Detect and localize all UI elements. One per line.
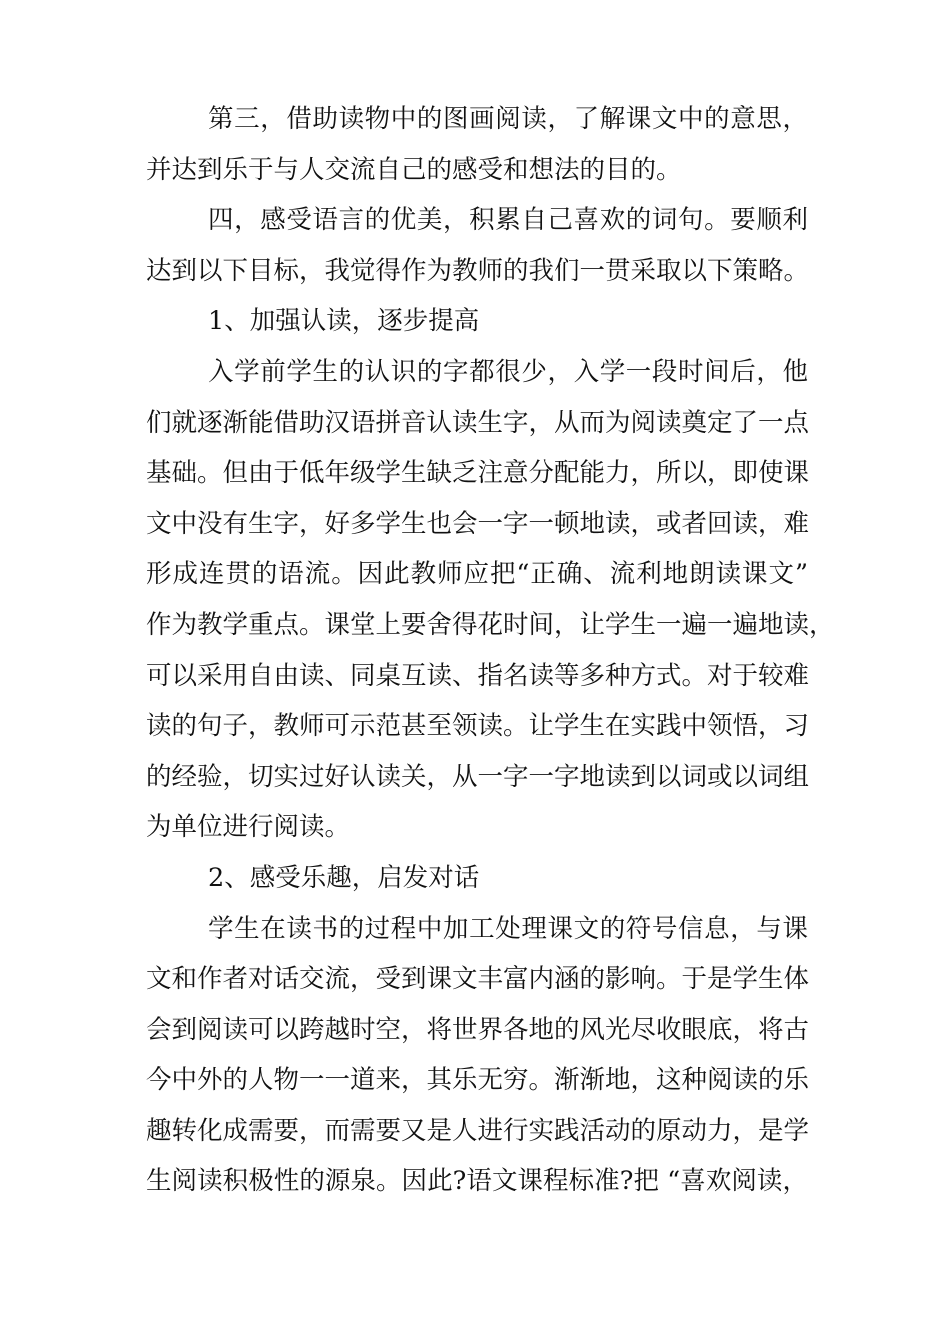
text-line: 形成连贯的语流。因此教师应把“正确、流利地朗读课文” — [146, 559, 808, 590]
text-line: 今中外的人物一一道来，其乐无穷。渐渐地，这种阅读的乐 — [146, 1065, 810, 1096]
text-line: 学生在读书的过程中加工处理课文的符号信息，与课 — [208, 913, 808, 944]
text-line: 读的句子，教师可示范甚至领读。让学生在实践中领悟，习 — [146, 711, 810, 742]
text-line: 作为教学重点。课堂上要舍得花时间，让学生一遍一遍地读， — [146, 609, 835, 640]
text-line: 第三，借助读物中的图画阅读，了解课文中的意思， — [208, 104, 808, 134]
body-text — [146, 94, 835, 1207]
text-line: 们就逐渐能借助汉语拼音认读生字，从而为阅读奠定了一点 — [146, 407, 810, 438]
section-heading: 2、感受乐趣，启发对话 — [208, 862, 480, 893]
text-line: 为单位进行阅读。 — [146, 812, 351, 843]
text-line: 达到以下目标，我觉得作为教师的我们一贯采取以下策略。 — [146, 255, 810, 286]
text-line: 会到阅读可以跨越时空，将世界各地的风光尽收眼底，将古 — [146, 1014, 810, 1045]
text-line: 入学前学生的认识的字都很少，入学一段时间后，他 — [208, 356, 808, 387]
text-line: 可以采用自由读、同桌互读、指名读等多种方式。对于较难 — [146, 660, 810, 691]
text-line: 文和作者对话交流，受到课文丰富内涵的影响。于是学生体 — [146, 964, 810, 995]
text-line: 并达到乐于与人交流自己的感受和想法的目的。 — [146, 154, 682, 185]
text-line: 文中没有生字，好多学生也会一字一顿地读，或者回读，难 — [146, 508, 810, 539]
text-line: 趣转化成需要，而需要又是人进行实践活动的原动力，是学 — [146, 1115, 810, 1146]
text-line: 四，感受语言的优美，积累自己喜欢的词句。要顺利 — [208, 205, 808, 236]
section-heading: 1、加强认读，逐步提高 — [208, 306, 480, 337]
text-line: 的经验，切实过好认读关，从一字一字地读到以词或以词组 — [146, 761, 810, 792]
text-line: 基础。但由于低年级学生缺乏注意分配能力，所以，即使课 — [146, 458, 810, 489]
text-line: 生阅读积极性的源泉。因此?语文课程标准?把 “喜欢阅读， — [146, 1166, 808, 1197]
